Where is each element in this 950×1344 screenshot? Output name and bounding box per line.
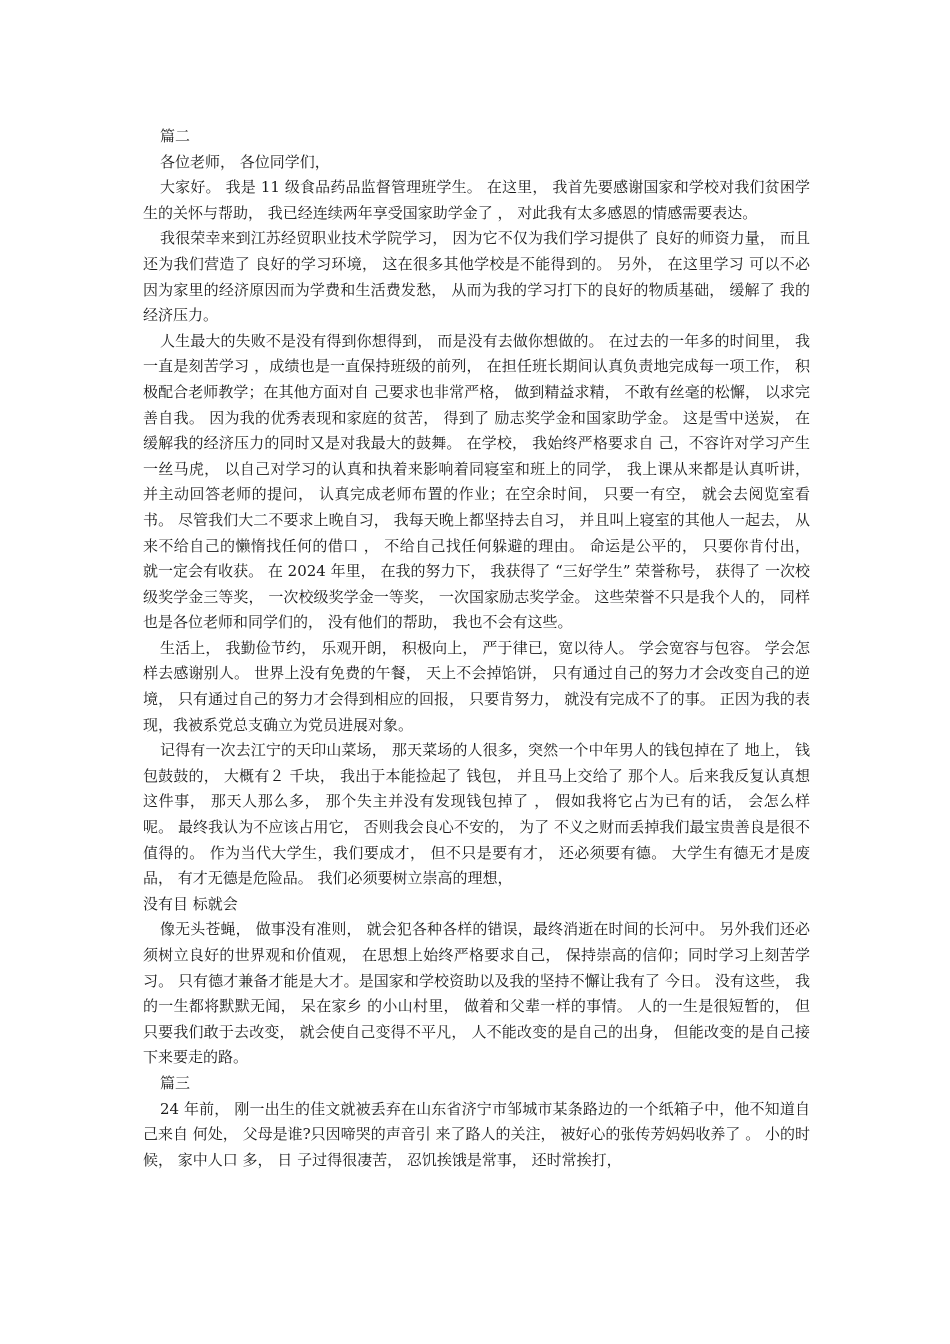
- section-two-heading: 篇二: [160, 127, 191, 145]
- paragraph-section-three: 24 年前， 刚一出生的佳文就被丢弃在山东省济宁市邹城市某条路边的一个纸箱子中，他不知道自 己来自 何处， 父母是谁?只因啼哭的声音引 来了路人的关注， 被好心的张传芳妈妈收养了 。 小的时候， 家中人口 多， 日 子过得很凄苦， 忍饥挨饿是常事， 还时常挨打，: [143, 1099, 810, 1169]
- paragraph-wallet-story: 记得有一次去江宁的天印山菜场， 那天菜场的人很多，突然一个中年男人的钱包掉在了 地上， 钱包鼓鼓的， 大概有２ 千块， 我出于本能捡起了 钱包， 并且马上交给了 那个人。后来我反复认真想这件事， 那天人那么多， 那个失主并没有发现钱包掉了 ， 假如我将它占为已有的话， 会怎么样呢。 最终我认为不应该占用它， 否则我会良心不安的， 为了 不义之财而丢掉我们最宝贵善良是很不值得的。 作为当代大学生，我们要成才， 但不只是要有才， 还必须要有德。 大学生有德无才是废品， 有才无德是危险品。 我们必须要树立崇高的理想，: [143, 741, 810, 888]
- section-three-heading: 篇三: [160, 1073, 191, 1092]
- greeting-line: 各位老师， 各位同学们，: [160, 152, 330, 171]
- paragraph-life: 生活上， 我勤俭节约， 乐观开朗， 积极向上， 严于律已，宽以待人。 学会宽容与包容。 学会怎样去感谢别人。 世界上没有免费的午餐， 天上不会掉馅饼， 只有通过自己的努力才会改变自己的逆境， 只有通过自己的努力才会得到相应的回报， 只要肯努力， 就没有完成不了的事。 正因为我的表现，我被系党总支确立为党员进展对象。: [143, 638, 810, 734]
- paragraph-intro: 大家好。 我是 11 级食品药品监督管理班学生。 在这里， 我首先要感谢国家和学校对我们贫困学生的关怀与帮助， 我已经连续两年享受国家助学金了 ， 对此我有太多感恩的情感需要表达。: [143, 178, 810, 222]
- fragment-line: 没有目 标就会: [143, 894, 238, 913]
- paragraph-conclusion: 像无头苍蝇， 做事没有准则， 就会犯各种各样的错误，最终消逝在时间的长河中。 另外我们还必须树立良好的世界观和价值观， 在思想上始终严格要求自己， 保持崇高的信仰；同时学习上刻苦学习。 只有德才兼备才能是大才。是国家和学校资助以及我的坚持不懈让我有了 今日。 没有这些， 我的一生都将默默无闻， 呆在家乡 的小山村里， 做着和父辈一样的事情。 人的一生是很短暂的， 但只要我们敢于去改变， 就会使自己变得不平凡， 人不能改变的是自己的出身， 但能改变的是自己接下来要走的路。: [143, 920, 810, 1067]
- paragraph-study: 人生最大的失败不是没有得到你想得到， 而是没有去做你想做的。 在过去的一年多的时间里， 我一直是刻苦学习 ，成绩也是一直保持班级的前列， 在担任班长期间认真负责地完成每一项工作， 积极配合老师教学；在其他方面对自 己要求也非常严格， 做到精益求精， 不敢有丝毫的松懈， 以求完善自我。 因为我的优秀表现和家庭的贫苦， 得到了 励志奖学金和国家助学金。 这是雪中送炭， 在缓解我的经济压力的同时又是对我最大的鼓舞。 在学校， 我始终严格要求自 己，不容许对学习产生一丝马虎， 以自己对学习的认真和执着来影响着同寝室和班上的同学， 我上课从来都是认真听讲， 并主动回答老师的提问， 认真完成老师布置的作业；在空余时间， 只要一有空， 就会去阅览室看书。 尽管我们大二不要求上晚自习， 我每天晚上都坚持去自习， 并且叫上寝室的其他人一起去， 从来不给自己的懒惰找任何的借口 ， 不给自己找任何躲避的理由。 命运是公平的， 只要你肯付出， 就一定会有收获。 在 2024 年里， 在我的努力下， 我获得了 “三好学生” 荣誉称号， 获得了 一次校级奖学金三等奖， 一次校级奖学金一等奖， 一次国家励志奖学金。 这些荣誉不只是我个人的， 同样也是各位老师和同学们的， 没有他们的帮助， 我也不会有这些。: [143, 331, 810, 632]
- paragraph-school: 我很荣幸来到江苏经贸职业技术学院学习， 因为它不仅为我们学习提供了 良好的师资力量， 而且还为我们营造了 良好的学习环境， 这在很多其他学校是不能得到的。 另外， 在这里学习 可以不必因为家里的经济原因而为学费和生活费发愁， 从而为我的学习打下的良好的物质基础， 缓解了 我的经济压力。: [143, 229, 810, 325]
- document-page: [143, 124, 810, 1173]
